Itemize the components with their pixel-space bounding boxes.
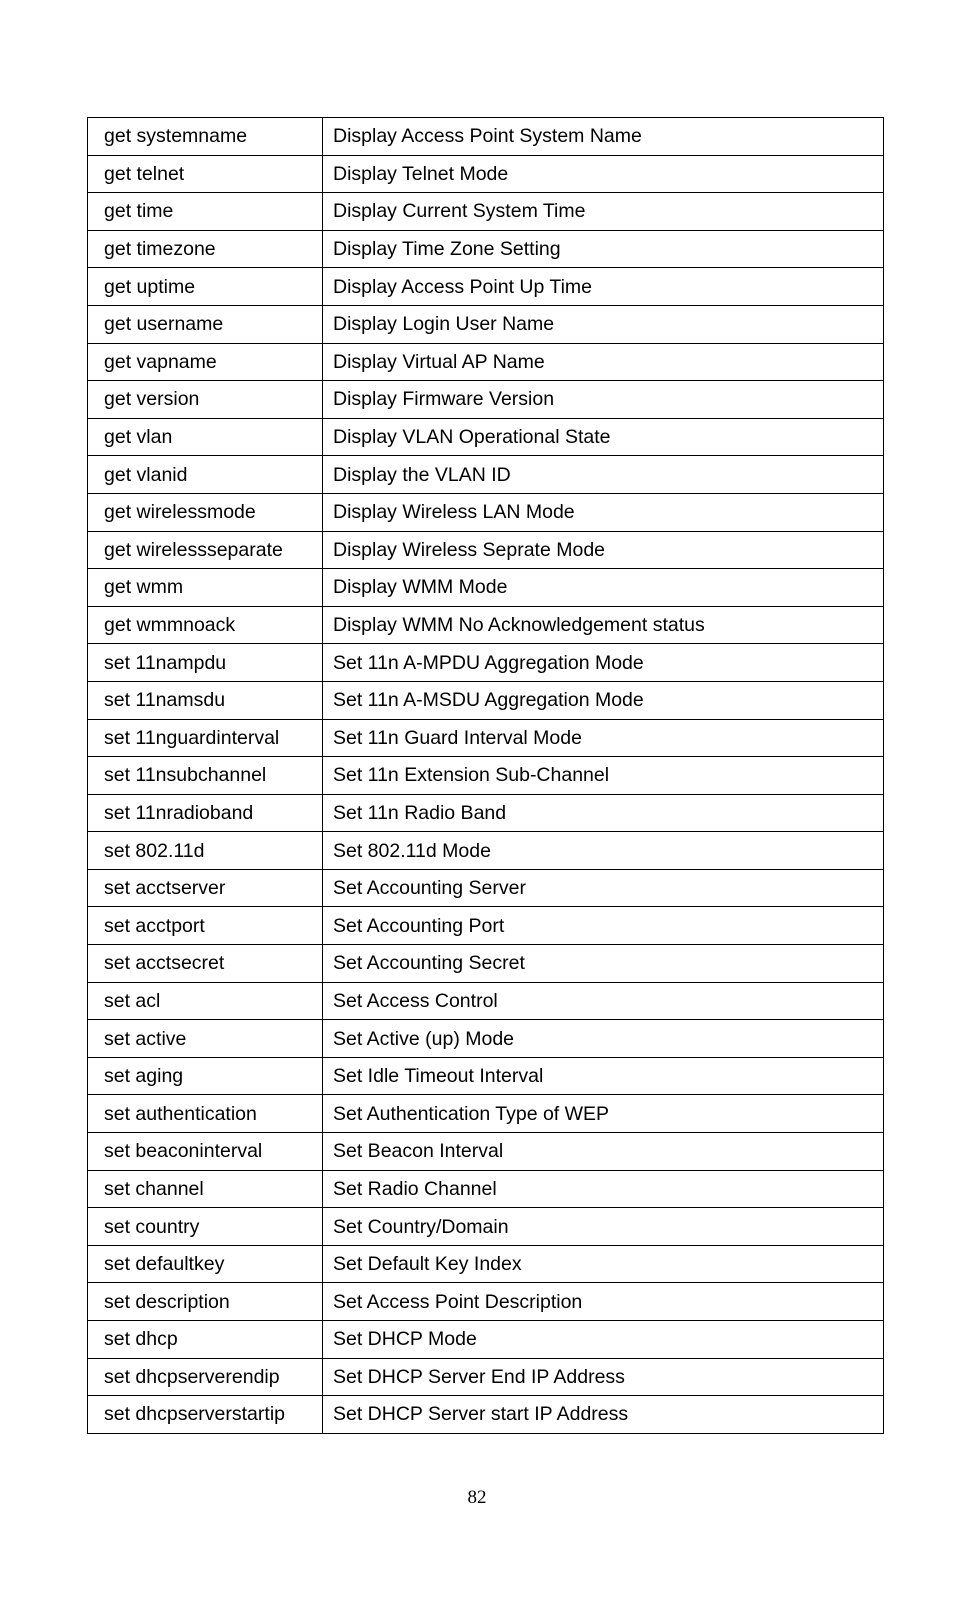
table-row	[88, 1133, 884, 1171]
table-row	[88, 606, 884, 644]
table-row	[88, 456, 884, 494]
description-cell: Display WMM No Acknowledgement status	[323, 606, 884, 644]
table-row	[88, 945, 884, 983]
description-cell: Set Accounting Server	[323, 869, 884, 907]
description-cell: Set Access Control	[323, 982, 884, 1020]
description-cell: Display Wireless Seprate Mode	[323, 531, 884, 569]
command-cell: set authentication	[88, 1095, 323, 1133]
table-row	[88, 493, 884, 531]
description-cell: Set 11n A-MPDU Aggregation Mode	[323, 644, 884, 682]
command-cell: set acctsecret	[88, 945, 323, 983]
description-cell: Set 11n A-MSDU Aggregation Mode	[323, 681, 884, 719]
table-row	[88, 1208, 884, 1246]
table-row	[88, 1057, 884, 1095]
command-cell: set dhcpserverstartip	[88, 1396, 323, 1434]
command-cell: set dhcp	[88, 1321, 323, 1359]
command-cell: get wmmnoack	[88, 606, 323, 644]
description-cell: Display the VLAN ID	[323, 456, 884, 494]
command-cell: set 11nampdu	[88, 644, 323, 682]
command-cell: set channel	[88, 1170, 323, 1208]
table-row	[88, 1396, 884, 1434]
description-cell: Set Idle Timeout Interval	[323, 1057, 884, 1095]
table-row	[88, 569, 884, 607]
description-cell: Display Access Point Up Time	[323, 268, 884, 306]
page-number: 82	[467, 1487, 487, 1508]
table-row	[88, 230, 884, 268]
table-row	[88, 193, 884, 231]
table-row	[88, 794, 884, 832]
table-row	[88, 155, 884, 193]
command-cell: set 802.11d	[88, 832, 323, 870]
description-cell: Set 802.11d Mode	[323, 832, 884, 870]
description-cell: Set Accounting Port	[323, 907, 884, 945]
table-row	[88, 1095, 884, 1133]
table-row	[88, 869, 884, 907]
command-cell: set description	[88, 1283, 323, 1321]
table-row	[88, 305, 884, 343]
command-cell: set dhcpserverendip	[88, 1358, 323, 1396]
description-cell: Set Default Key Index	[323, 1245, 884, 1283]
command-cell: get time	[88, 193, 323, 231]
description-cell: Set DHCP Mode	[323, 1321, 884, 1359]
command-cell: set 11nradioband	[88, 794, 323, 832]
description-cell: Set 11n Guard Interval Mode	[323, 719, 884, 757]
command-cell: set 11namsdu	[88, 681, 323, 719]
description-cell: Display Virtual AP Name	[323, 343, 884, 381]
table-row	[88, 907, 884, 945]
table-row	[88, 118, 884, 156]
table-row	[88, 982, 884, 1020]
table-row	[88, 381, 884, 419]
description-cell: Display Login User Name	[323, 305, 884, 343]
table-row	[88, 757, 884, 795]
command-cell: set acl	[88, 982, 323, 1020]
command-cell: set active	[88, 1020, 323, 1058]
command-table-body	[88, 118, 884, 1434]
description-cell: Set DHCP Server End IP Address	[323, 1358, 884, 1396]
table-row	[88, 418, 884, 456]
command-cell: set country	[88, 1208, 323, 1246]
table-row	[88, 268, 884, 306]
table-row	[88, 719, 884, 757]
command-cell: set defaultkey	[88, 1245, 323, 1283]
description-cell: Set DHCP Server start IP Address	[323, 1396, 884, 1434]
description-cell: Set Country/Domain	[323, 1208, 884, 1246]
command-cell: get vapname	[88, 343, 323, 381]
command-cell: get telnet	[88, 155, 323, 193]
description-cell: Set Radio Channel	[323, 1170, 884, 1208]
table-row	[88, 1020, 884, 1058]
description-cell: Display Telnet Mode	[323, 155, 884, 193]
description-cell: Set 11n Extension Sub-Channel	[323, 757, 884, 795]
table-row	[88, 343, 884, 381]
table-row	[88, 1170, 884, 1208]
command-cell: get uptime	[88, 268, 323, 306]
command-cell: get username	[88, 305, 323, 343]
description-cell: Display Current System Time	[323, 193, 884, 231]
table-row	[88, 1283, 884, 1321]
command-cell: set acctport	[88, 907, 323, 945]
command-cell: set acctserver	[88, 869, 323, 907]
command-cell: get wmm	[88, 569, 323, 607]
description-cell: Set 11n Radio Band	[323, 794, 884, 832]
command-cell: set 11nguardinterval	[88, 719, 323, 757]
description-cell: Set Authentication Type of WEP	[323, 1095, 884, 1133]
command-cell: get wirelessmode	[88, 493, 323, 531]
command-table	[87, 117, 884, 1434]
description-cell: Set Access Point Description	[323, 1283, 884, 1321]
command-cell: get timezone	[88, 230, 323, 268]
command-cell: get vlan	[88, 418, 323, 456]
description-cell: Display Wireless LAN Mode	[323, 493, 884, 531]
command-cell: get systemname	[88, 118, 323, 156]
command-cell: get wirelessseparate	[88, 531, 323, 569]
command-cell: set 11nsubchannel	[88, 757, 323, 795]
description-cell: Display Firmware Version	[323, 381, 884, 419]
description-cell: Set Beacon Interval	[323, 1133, 884, 1171]
command-cell: set aging	[88, 1057, 323, 1095]
command-cell: get vlanid	[88, 456, 323, 494]
table-row	[88, 531, 884, 569]
command-cell: get version	[88, 381, 323, 419]
description-cell: Set Active (up) Mode	[323, 1020, 884, 1058]
table-row	[88, 681, 884, 719]
description-cell: Display WMM Mode	[323, 569, 884, 607]
description-cell: Display VLAN Operational State	[323, 418, 884, 456]
table-row	[88, 1321, 884, 1359]
table-row	[88, 1358, 884, 1396]
table-row	[88, 644, 884, 682]
table-row	[88, 832, 884, 870]
description-cell: Display Access Point System Name	[323, 118, 884, 156]
description-cell: Set Accounting Secret	[323, 945, 884, 983]
table-row	[88, 1245, 884, 1283]
command-cell: set beaconinterval	[88, 1133, 323, 1171]
description-cell: Display Time Zone Setting	[323, 230, 884, 268]
